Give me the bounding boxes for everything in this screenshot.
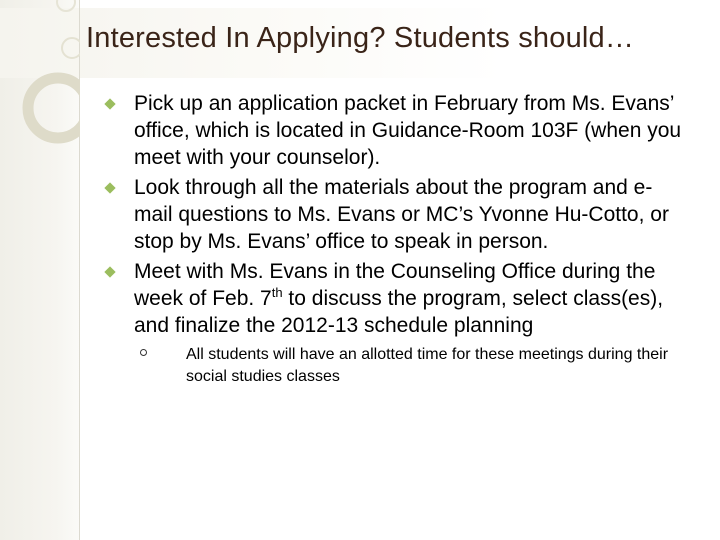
bullet-list bbox=[104, 90, 684, 388]
bullet-item bbox=[104, 258, 684, 339]
bullet-text: Look through all the materials about the program and e-mail questions to Ms. Evans or MC’s Yvonne Hu-Cotto, or stop by Ms. Evans’ office to speak in person. bbox=[134, 176, 669, 253]
bullet-text: Pick up an application packet in February from Ms. Evans’ office, which is located in Guidance-Room 103F (when you meet with your counselor). bbox=[134, 92, 682, 169]
bullet-text-start: Meet with Ms. Evans in the Counseling Office during the week of Feb. 7 bbox=[134, 260, 656, 310]
sub-bullet-item bbox=[134, 344, 684, 388]
slide-title: Interested In Applying? Students should… bbox=[86, 22, 635, 54]
bullet-item bbox=[104, 90, 684, 171]
diamond-bullet-icon bbox=[104, 182, 115, 193]
decorative-ring-large bbox=[28, 78, 80, 138]
decorative-ring-small bbox=[62, 38, 80, 58]
sub-bullet-text: All students will have an allotted time for these meetings during their social studies classes bbox=[186, 346, 669, 385]
bullet-text-end: to discuss the program, select class(es), and finalize the 2012-13 schedule planning bbox=[134, 287, 664, 337]
ring-bullet-icon bbox=[140, 349, 147, 356]
bullet-item bbox=[104, 174, 684, 255]
diamond-bullet-icon bbox=[104, 266, 115, 277]
decorative-ring-top bbox=[57, 0, 75, 11]
superscript-th: th bbox=[271, 285, 283, 300]
decorative-circles bbox=[0, 0, 80, 300]
diamond-bullet-icon bbox=[104, 98, 115, 109]
